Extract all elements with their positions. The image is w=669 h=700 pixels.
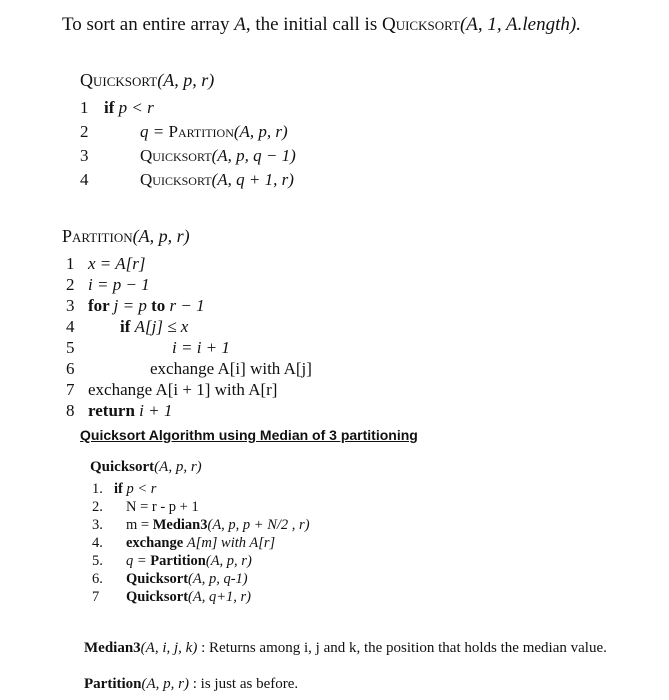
keyword: to [151,296,170,315]
median3-line-1 [92,481,156,498]
median3-line-2 [92,499,199,516]
partition-note-name: Partition [84,676,142,692]
median3-section-heading: Quicksort Algorithm using Median of 3 partitioning [80,427,418,443]
code-text: i = p − 1 [88,275,150,294]
line-number: 5. [92,553,103,569]
keyword: for [88,296,114,315]
keyword: if [104,98,119,117]
line-number: 1 [66,254,75,273]
quicksort-title-args: (A, p, r) [157,70,215,90]
median3-note [84,640,607,657]
partition-title [62,226,190,247]
keyword: Median3 [152,517,208,533]
procedure-name: Quicksort [140,146,212,165]
code-text: exchange A[i + 1] with A[r] [88,380,278,399]
keyword: Partition [150,553,206,569]
partition-line-4 [66,317,188,337]
intro-call-args: (A, 1, A.length). [459,14,581,35]
partition-line-7 [66,380,277,400]
quicksort-line-3 [80,146,296,166]
partition-line-2 [66,275,150,295]
intro-call-name: Quicksort [381,14,460,35]
code-text: exchange A[i] with A[j] [150,359,312,378]
line-number: 7 [92,589,100,605]
code-text: i = i + 1 [172,338,230,357]
median3-note-args: (A, i, j, k) [140,640,198,656]
line-number: 5 [66,338,75,357]
line-number: 6 [66,359,75,378]
keyword: if [120,317,135,336]
median3-line-5 [92,553,252,570]
partition-line-5 [66,338,230,358]
code-text: q = [126,553,151,569]
partition-note-desc: : is just as before. [189,676,299,692]
code-text: m = [126,517,153,533]
keyword: return [88,401,140,420]
median3-line-7 [92,589,251,606]
line-number: 6. [92,571,103,587]
partition-note [84,676,298,693]
intro-prefix: To sort an entire array [62,14,235,35]
line-number: 4 [80,170,89,189]
code-text: (A, p, r) [205,553,252,569]
keyword: exchange [126,535,187,551]
line-number: 4 [66,317,75,336]
line-number: 1 [80,98,89,117]
procedure-name: Quicksort [140,170,212,189]
line-number: 2. [92,499,103,515]
partition-note-args: (A, p, r) [141,676,189,692]
line-number: 8 [66,401,75,420]
median3-line-3 [92,517,310,534]
quicksort-line-4 [80,170,294,190]
line-number: 2 [66,275,75,294]
intro-mid: , the initial call is [245,14,382,35]
code-text: N = r - p + 1 [126,499,199,515]
code-text: (A, p, q-1) [188,571,248,587]
line-number: 3. [92,517,103,533]
quicksort-line-1 [80,98,154,118]
partition-title-name: Partition [62,226,133,246]
intro-array-name: A [234,14,246,35]
partition-line-8 [66,401,172,421]
line-number: 7 [66,380,75,399]
code-text: (A, p, r) [233,122,288,141]
code-text: (A, q + 1, r) [211,170,294,189]
code-text: r − 1 [169,296,205,315]
code-text: j = p [113,296,152,315]
partition-title-args: (A, p, r) [132,226,190,246]
code-text: p < r [118,98,154,117]
median3-note-name: Median3 [84,640,141,656]
code-text: (A, p, p + N/2 , r) [207,517,310,533]
procedure-name: Partition [168,122,234,141]
code-text: p < r [126,481,157,497]
median3-quicksort-title [90,459,202,476]
line-number: 4. [92,535,103,551]
median3-note-desc: : Returns among i, j and k, the position that holds the median value. [197,640,607,656]
intro-sentence [62,14,581,36]
quicksort-title [80,70,214,91]
partition-line-6 [66,359,312,379]
code-text: A[m] with A[r] [186,535,276,551]
code-text: (A, q+1, r) [188,589,251,605]
median3-title-args: (A, p, r) [154,459,202,475]
median3-line-4 [92,535,275,552]
line-number: 3 [80,146,89,165]
code-text: x = A[r] [88,254,146,273]
median3-line-6 [92,571,248,588]
line-number: 3 [66,296,75,315]
quicksort-line-2 [80,122,288,142]
code-text: (A, p, q − 1) [211,146,296,165]
code-text: A[j] ≤ x [134,317,189,336]
quicksort-title-name: Quicksort [80,70,158,90]
code-text: q = [140,122,169,141]
keyword: if [114,481,127,497]
partition-line-3 [66,296,205,316]
keyword: Quicksort [126,589,189,605]
line-number: 2 [80,122,89,141]
keyword: Quicksort [126,571,189,587]
line-number: 1. [92,481,103,497]
median3-title-name: Quicksort [90,459,155,475]
code-text: i + 1 [139,401,173,420]
partition-line-1 [66,254,145,274]
